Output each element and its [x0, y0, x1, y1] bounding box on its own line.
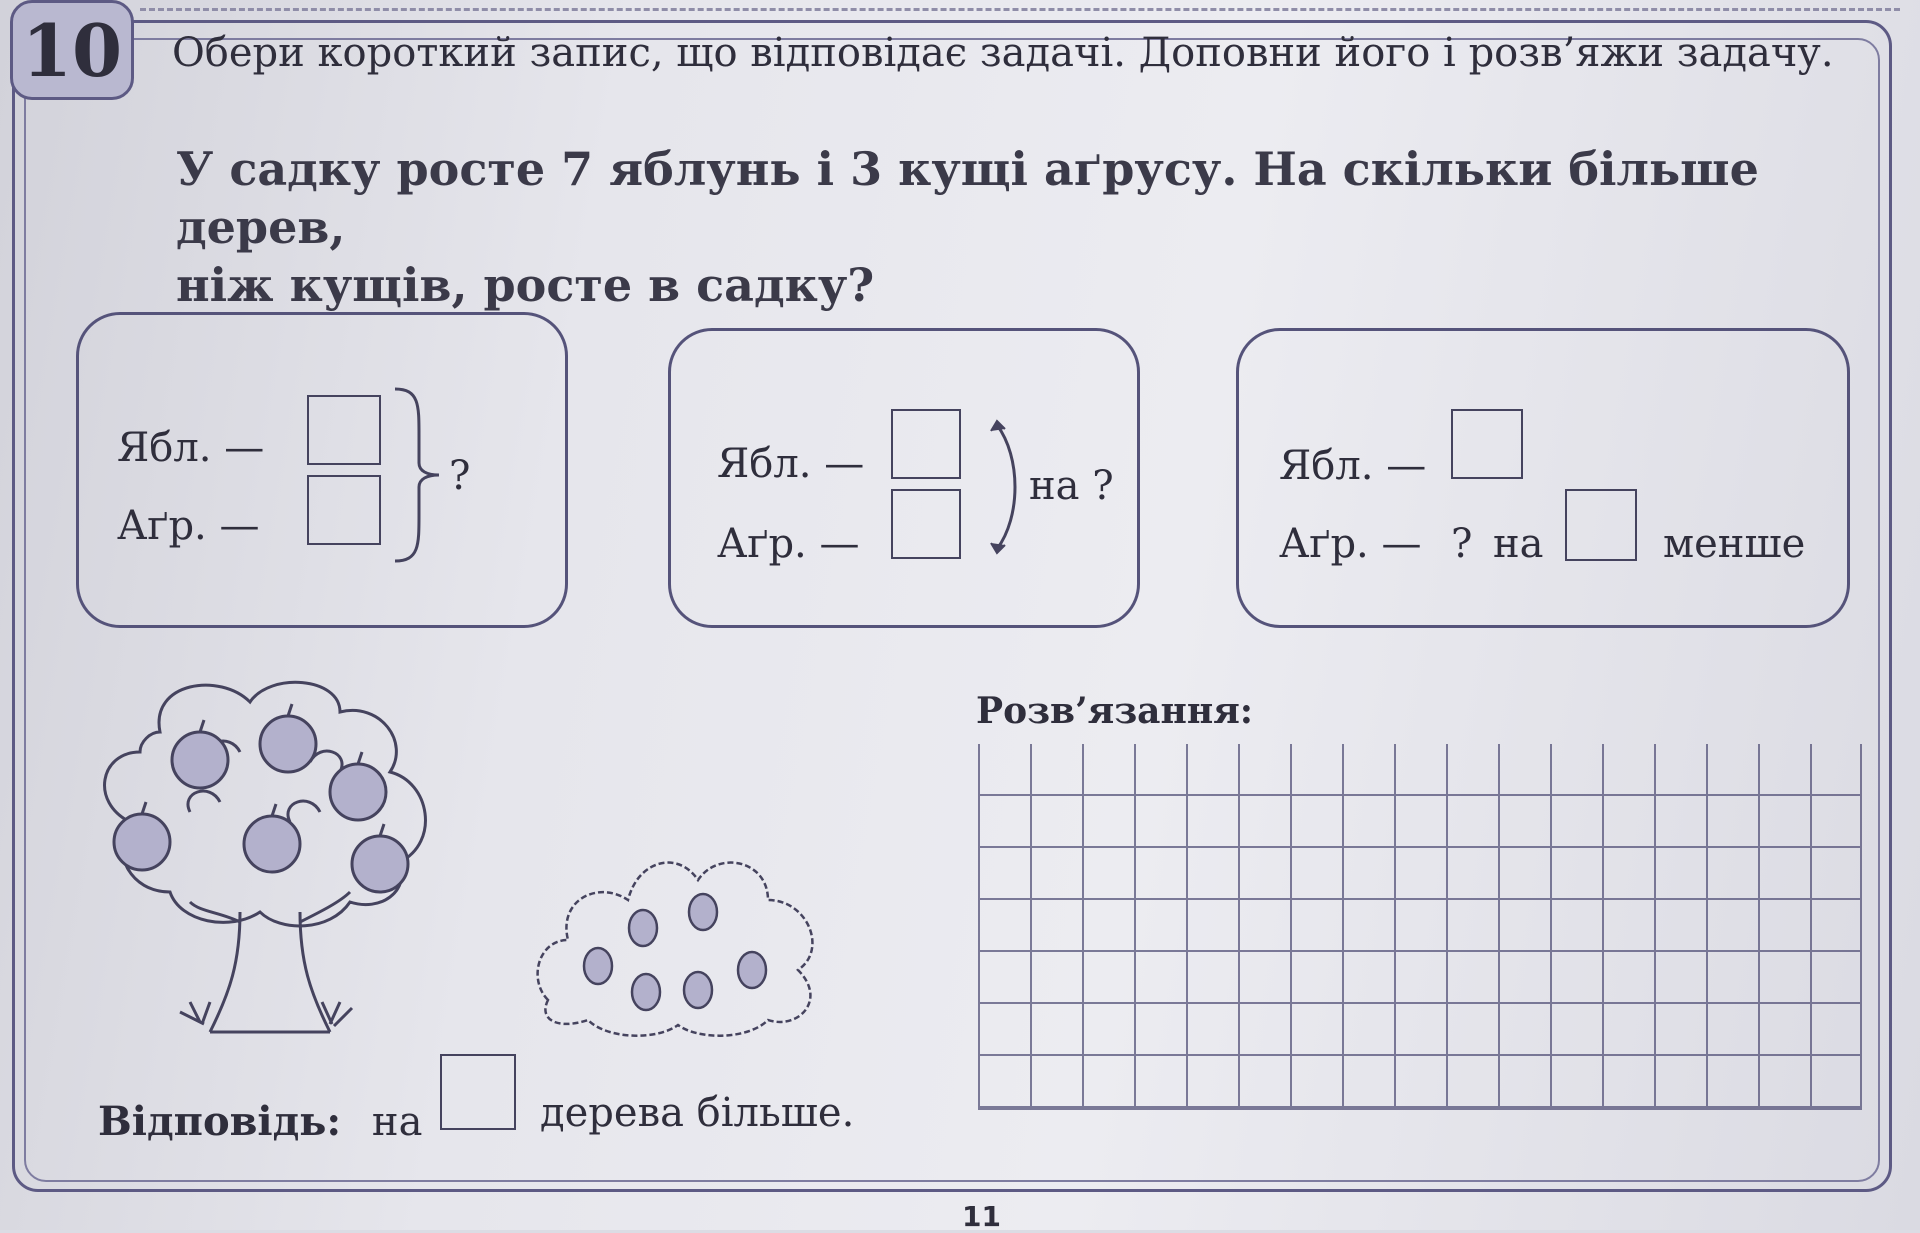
card3-na: на [1493, 521, 1544, 567]
option-card-2[interactable] [668, 328, 1140, 628]
card3-apples-label: Ябл. — [1279, 443, 1427, 489]
option-card-3[interactable] [1236, 328, 1850, 628]
card2-gooseberry-box[interactable] [891, 489, 961, 559]
card1-gooseberry-box[interactable] [307, 475, 381, 545]
apple-tree-icon [90, 672, 460, 1052]
cut-line [140, 8, 1900, 11]
card3-question-mark: ? [1451, 521, 1473, 567]
problem-text [176, 140, 1876, 314]
card1-apples-box[interactable] [307, 395, 381, 465]
card3-less: менше [1663, 521, 1806, 567]
card2-question: на ? [1029, 463, 1114, 509]
answer-pre: на [371, 1099, 423, 1145]
task-number-badge: 10 [10, 0, 134, 100]
option-card-1[interactable] [76, 312, 568, 628]
solution-grid[interactable] [978, 744, 1862, 1110]
gooseberry-bush-icon [528, 830, 828, 1040]
answer-post: дерева більше. [540, 1090, 855, 1136]
page-number: 11 [962, 1200, 1001, 1233]
card1-apples-label: Ябл. — [117, 425, 265, 471]
card2-apples-label: Ябл. — [717, 441, 865, 487]
card2-gooseberry-label: Аґр. — [717, 521, 860, 567]
answer-box[interactable] [440, 1054, 516, 1130]
brace-icon [389, 385, 449, 565]
card1-question: ? [449, 453, 471, 499]
task-instruction: Обери короткий запис, що відповідає задачі. Доповни його і розв’яжи задачу. [172, 30, 1834, 76]
problem-line-1: У садку росте 7 яблунь і 3 кущі аґрусу. На скільки більше дерев, [176, 142, 1759, 254]
card2-apples-box[interactable] [891, 409, 961, 479]
card3-apples-box[interactable] [1451, 409, 1523, 479]
problem-line-2: ніж кущів, росте в садку? [176, 258, 875, 312]
double-arrow-icon [987, 417, 1027, 557]
answer-line [98, 1098, 422, 1145]
card1-gooseberry-label: Аґр. — [117, 503, 260, 549]
card3-gooseberry-label: Аґр. — [1279, 521, 1422, 567]
solution-title: Розв’язання: [976, 690, 1254, 732]
card3-difference-box[interactable] [1565, 489, 1637, 561]
answer-label: Відповідь: [98, 1098, 342, 1145]
